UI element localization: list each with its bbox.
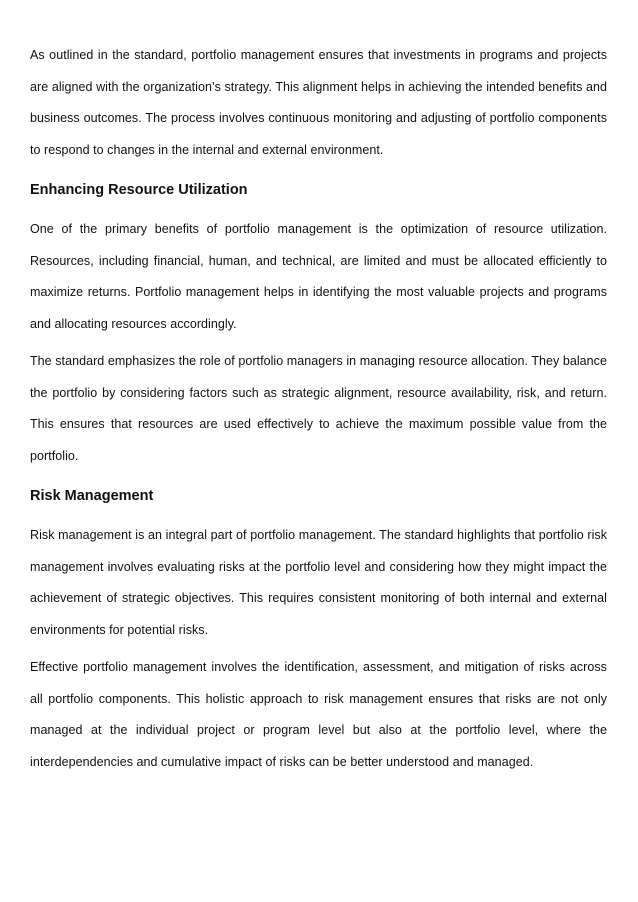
intro-paragraph: As outlined in the standard, portfolio management ensures that investments in programs and projects are aligned with the organization’s strategy. This alignment helps in achieving the intended benefits and business outcomes. The process involves continuous monitoring and adjusting of portfolio components to respond to changes in the internal and external environment. [30,48,607,157]
section-heading-resource-utilization: Enhancing Resource Utilization [30,182,248,198]
resource-utilization-paragraph-2: The standard emphasizes the role of portfolio managers in managing resource allocation. They balance the portfolio by considering factors such as strategic alignment, resource availability, risk, and return. This ensures that resources are used effectively to achieve the maximum possible value from the portfolio. [30,354,607,463]
document-page [30,40,607,784]
resource-utilization-paragraph-1: One of the primary benefits of portfolio management is the optimization of resource utilization. Resources, including financial, human, and technical, are limited and must be allocated efficiently to maximize returns. Portfolio management helps in identifying the most valuable projects and programs and allocating resources accordingly. [30,222,607,331]
risk-management-paragraph-1: Risk management is an integral part of portfolio management. The standard highlights that portfolio risk management involves evaluating risks at the portfolio level and considering how they might impact the achievement of strategic objectives. This requires consistent monitoring of both internal and external environments for potential risks. [30,528,607,637]
risk-management-paragraph-2: Effective portfolio management involves the identification, assessment, and mitigation of risks across all portfolio components. This holistic approach to risk management ensures that risks are not only managed at the individual project or program level but also at the portfolio level, where the interdependencies and cumulative impact of risks can be better understood and managed. [30,660,607,769]
section-heading-risk-management: Risk Management [30,488,154,504]
